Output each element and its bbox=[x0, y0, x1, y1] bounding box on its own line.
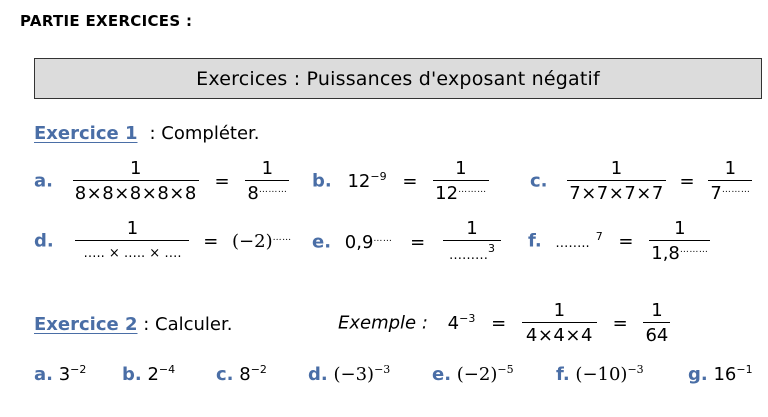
blank-exponent: ……… bbox=[458, 185, 487, 195]
base: (−2) bbox=[232, 230, 273, 252]
ex1-item-c bbox=[530, 158, 752, 205]
exercise-2-instruction: : Calculer. bbox=[143, 314, 233, 335]
blank-exponent: ……… bbox=[258, 185, 288, 195]
ex1-item-e bbox=[312, 218, 501, 267]
exercise-2-heading bbox=[34, 314, 232, 335]
denominator bbox=[433, 180, 488, 205]
exponent: 7 bbox=[595, 229, 603, 243]
exponent: 3 bbox=[487, 242, 495, 255]
power bbox=[345, 232, 393, 253]
denominator bbox=[443, 240, 501, 267]
base: 8 bbox=[239, 364, 251, 385]
item-label: a. bbox=[34, 170, 53, 192]
item-label: f. bbox=[528, 230, 542, 252]
power bbox=[713, 364, 752, 385]
denominator: 4×4×4 bbox=[522, 322, 597, 347]
exponent: −5 bbox=[497, 363, 514, 376]
section-header: PARTIE EXERCICES : bbox=[20, 12, 193, 30]
numerator: 1 bbox=[553, 300, 566, 321]
exponent: −2 bbox=[70, 363, 87, 376]
base: 12 bbox=[347, 170, 371, 192]
equals-sign: = bbox=[618, 230, 634, 252]
item-label: d. bbox=[34, 230, 54, 252]
denominator bbox=[649, 240, 710, 265]
fraction bbox=[433, 158, 488, 205]
blank-exponent: …… bbox=[373, 233, 393, 244]
item-label: c. bbox=[530, 170, 548, 192]
item-label: c. bbox=[216, 364, 234, 385]
ex2-item-b bbox=[122, 364, 175, 385]
numerator: 1 bbox=[455, 158, 467, 179]
ex1-item-f bbox=[528, 218, 710, 265]
base: 2 bbox=[147, 364, 159, 385]
item-label: d. bbox=[308, 364, 328, 385]
exponent: −4 bbox=[158, 363, 176, 376]
base: 1,8 bbox=[651, 243, 680, 264]
ex2-item-g bbox=[688, 364, 753, 385]
blank-exponent: ……… bbox=[721, 185, 751, 195]
base: (−2) bbox=[456, 364, 498, 385]
base: 12 bbox=[435, 183, 459, 204]
equals-sign: = bbox=[679, 170, 695, 192]
ex1-item-b bbox=[312, 158, 489, 205]
fraction bbox=[75, 218, 189, 265]
fraction bbox=[522, 300, 597, 347]
page-title: Exercices : Puissances d'exposant négatif bbox=[196, 67, 600, 90]
power bbox=[457, 364, 514, 385]
item-label: a. bbox=[34, 364, 53, 385]
equals-sign: = bbox=[402, 170, 418, 192]
item-label: b. bbox=[312, 170, 332, 192]
power bbox=[147, 364, 175, 385]
denominator: 8×8×8×8×8 bbox=[73, 180, 199, 205]
denominator: ….. × ….. × …. bbox=[75, 240, 189, 265]
blank-base: ……… bbox=[448, 248, 488, 263]
base: 16 bbox=[713, 364, 737, 385]
ex2-item-d bbox=[308, 364, 390, 385]
blank-exponent: ……… bbox=[679, 245, 709, 255]
equals-sign: = bbox=[203, 230, 219, 252]
ex2-item-f bbox=[556, 364, 644, 385]
blank-base: …….. bbox=[555, 235, 590, 251]
ex2-item-c bbox=[216, 364, 267, 385]
equals-sign: = bbox=[612, 312, 628, 334]
denominator: 64 bbox=[643, 322, 670, 347]
power bbox=[347, 171, 386, 192]
base: (−3) bbox=[333, 364, 375, 385]
denominator: 7×7×7×7 bbox=[567, 180, 666, 205]
item-label: b. bbox=[122, 364, 142, 385]
numerator: 1 bbox=[130, 158, 142, 179]
equals-sign: = bbox=[410, 231, 426, 253]
equals-sign: = bbox=[491, 312, 507, 334]
base: 8 bbox=[247, 183, 259, 204]
ex2-item-e bbox=[432, 364, 514, 385]
item-label: e. bbox=[312, 231, 332, 253]
fraction bbox=[567, 158, 666, 205]
numerator: 1 bbox=[674, 218, 686, 239]
fraction bbox=[708, 158, 752, 205]
ex2-item-a bbox=[34, 364, 86, 385]
fraction bbox=[245, 158, 289, 205]
base: 0,9 bbox=[344, 231, 374, 253]
exponent: −2 bbox=[250, 363, 267, 376]
exercise-2-title: Exercice 2 bbox=[34, 314, 138, 335]
blank-exponent: …… bbox=[272, 232, 292, 243]
numerator: 1 bbox=[724, 158, 737, 179]
fraction bbox=[643, 300, 670, 347]
item-label: e. bbox=[432, 364, 452, 385]
base: 3 bbox=[58, 364, 71, 385]
exponent: −9 bbox=[370, 169, 387, 183]
denominator bbox=[245, 180, 289, 205]
numerator: 1 bbox=[651, 300, 663, 321]
fraction bbox=[443, 218, 501, 267]
item-label: g. bbox=[688, 364, 708, 385]
ex1-item-d bbox=[34, 218, 292, 265]
exponent: −1 bbox=[736, 363, 753, 376]
numerator: 1 bbox=[466, 218, 478, 239]
exercise-1-heading bbox=[34, 123, 260, 144]
example bbox=[338, 300, 670, 347]
base: 4 bbox=[447, 312, 460, 334]
example-label: Exemple : bbox=[338, 312, 428, 334]
exercise-1-title: Exercice 1 bbox=[34, 123, 138, 144]
fraction bbox=[649, 218, 710, 265]
base: 7 bbox=[710, 183, 722, 204]
exponent: −3 bbox=[459, 311, 476, 325]
power bbox=[239, 364, 267, 385]
base: (−10) bbox=[575, 364, 628, 385]
exponent: −3 bbox=[374, 363, 391, 376]
denominator bbox=[708, 180, 752, 205]
item-label: f. bbox=[556, 364, 570, 385]
power bbox=[575, 364, 643, 385]
power bbox=[555, 231, 602, 252]
numerator: 1 bbox=[126, 218, 139, 239]
ex1-item-a bbox=[34, 158, 289, 205]
power bbox=[333, 364, 390, 385]
fraction bbox=[73, 158, 199, 205]
numerator: 1 bbox=[261, 158, 274, 179]
example-power bbox=[448, 313, 476, 334]
power bbox=[232, 231, 292, 252]
numerator: 1 bbox=[610, 158, 623, 179]
equals-sign: = bbox=[214, 170, 230, 192]
exercise-1-instruction: : Compléter. bbox=[149, 123, 260, 144]
title-box bbox=[34, 58, 762, 99]
power bbox=[59, 364, 87, 385]
exponent: −3 bbox=[627, 363, 644, 376]
